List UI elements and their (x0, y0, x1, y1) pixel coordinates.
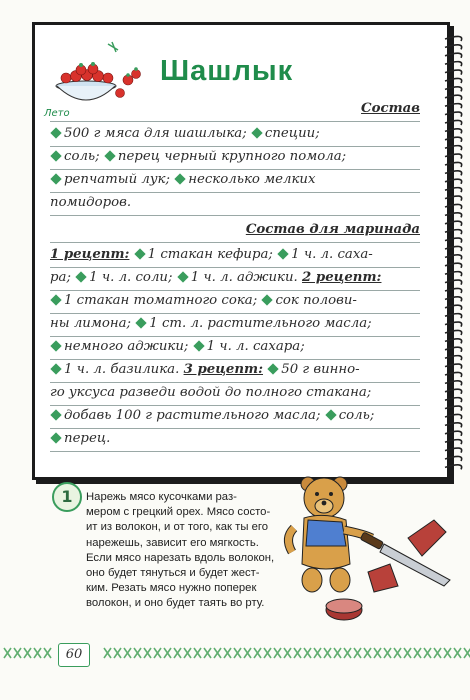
marinade-line: ны лимона; 1 ст. л. растительного масла; (50, 313, 420, 337)
marinade-line: го уксуса разведи водой до полного стакана; (50, 382, 420, 406)
marinade-line: 1 стакан томатного сока; сок полови- (50, 290, 420, 314)
marinade-line: 1 ч. л. базилика. 3 рецепт: 50 г винно- (50, 359, 420, 383)
diamond-bullet-icon (325, 409, 336, 420)
step-description: Нарежь мясо кусочками раз- мером с грецкий орех. Мясо состо- ит из волокон, и от того, как ты его нарежешь, зависит его мягкость. Если мясо нарезать вдоль волокон, оно будет тянуться и будет жест- ким. Резать мясо нужно поперек волокон, и оно будет таять во рту. (86, 491, 275, 610)
diamond-bullet-icon (134, 248, 145, 259)
diamond-bullet-icon (50, 432, 61, 443)
diamond-bullet-icon (104, 150, 115, 161)
season-label: Лето (44, 108, 70, 119)
diamond-bullet-icon (50, 150, 61, 161)
marinade-line: ра; 1 ч. л. соли; 1 ч. л. аджики. 2 рецепт: (50, 267, 420, 291)
diamond-bullet-icon (50, 409, 61, 420)
recipe-text (50, 98, 420, 458)
diamond-bullet-icon (175, 173, 186, 184)
marinade-line: немного аджики; 1 ч. л. сахара; (50, 336, 420, 360)
diamond-bullet-icon (50, 127, 61, 138)
diamond-bullet-icon (50, 173, 61, 184)
diamond-bullet-icon (268, 363, 279, 374)
recipe-title: Шашлык (160, 55, 294, 87)
page-number: 60 (58, 643, 90, 667)
marinade-line: добавь 100 г растительного масла; соль; (50, 405, 420, 429)
diamond-bullet-icon (75, 271, 86, 282)
spiral-binding (443, 33, 469, 473)
marinade-line: 1 рецепт: 1 стакан кефира; 1 ч. л. саха- (50, 244, 420, 268)
ingredients-line: соль; перец черный крупного помола; (50, 146, 420, 170)
diamond-bullet-icon (50, 294, 61, 305)
ingredients-line: репчатый лук; несколько мелких (50, 169, 420, 193)
diamond-bullet-icon (50, 340, 61, 351)
diamond-bullet-icon (50, 363, 61, 374)
ingredients-heading: Состав (50, 98, 420, 122)
diamond-bullet-icon (277, 248, 288, 259)
diamond-bullet-icon (262, 294, 273, 305)
diamond-bullet-icon (136, 317, 147, 328)
diamond-bullet-icon (193, 340, 204, 351)
teddy-bear-illustration (268, 468, 458, 628)
step-number-badge: 1 (52, 482, 82, 512)
ingredients-line: 500 г мяса для шашлыка; специи; (50, 123, 420, 147)
diamond-bullet-icon (177, 271, 188, 282)
marinade-line: перец. (50, 428, 420, 452)
ingredients-line: помидоров. (50, 192, 420, 216)
marinade-heading: Состав для маринада (50, 219, 420, 243)
diamond-bullet-icon (251, 127, 262, 138)
